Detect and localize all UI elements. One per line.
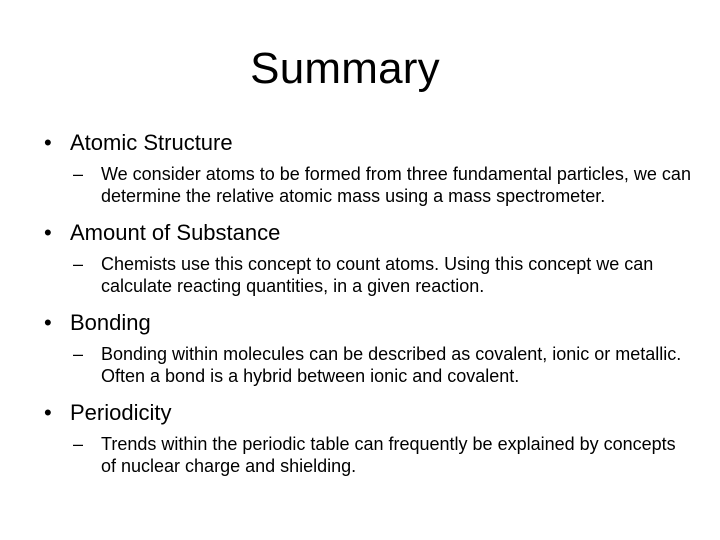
bullet-item <box>44 130 694 156</box>
bullet-item <box>44 310 694 336</box>
slide-title: Summary <box>250 44 440 93</box>
dash-marker: – <box>73 344 84 364</box>
bullet-marker: • <box>44 400 52 425</box>
bullet-heading: Amount of Substance <box>70 220 281 245</box>
bullet-marker: • <box>44 220 52 245</box>
bullet-item <box>44 220 694 246</box>
section-periodicity <box>44 400 694 477</box>
sub-bullet-item <box>44 433 694 477</box>
bullet-heading: Bonding <box>70 310 151 335</box>
sub-bullet-item <box>44 163 694 207</box>
section-amount-of-substance <box>44 220 694 297</box>
bullet-marker: • <box>44 130 52 155</box>
bullet-list <box>44 130 694 490</box>
bullet-heading: Atomic Structure <box>70 130 233 155</box>
bullet-heading: Periodicity <box>70 400 172 425</box>
dash-marker: – <box>73 254 84 274</box>
sub-bullet-text: Bonding within molecules can be described as covalent, ionic or metallic. Often a bond is a hybrid between ionic and covalent. <box>101 344 682 386</box>
sub-bullet-text: We consider atoms to be formed from three fundamental particles, we can determine the relative atomic mass using a mass spectrometer. <box>101 164 691 206</box>
sub-bullet-text: Trends within the periodic table can frequently be explained by concepts of nuclear charge and shielding. <box>101 434 676 476</box>
bullet-marker: • <box>44 310 52 335</box>
dash-marker: – <box>73 434 84 454</box>
dash-marker: – <box>73 164 84 184</box>
section-bonding <box>44 310 694 387</box>
sub-bullet-item <box>44 343 694 387</box>
sub-bullet-item <box>44 253 694 297</box>
sub-bullet-text: Chemists use this concept to count atoms. Using this concept we can calculate reacting quantities, in a given reaction. <box>101 254 654 296</box>
bullet-item <box>44 400 694 426</box>
section-atomic-structure <box>44 130 694 207</box>
